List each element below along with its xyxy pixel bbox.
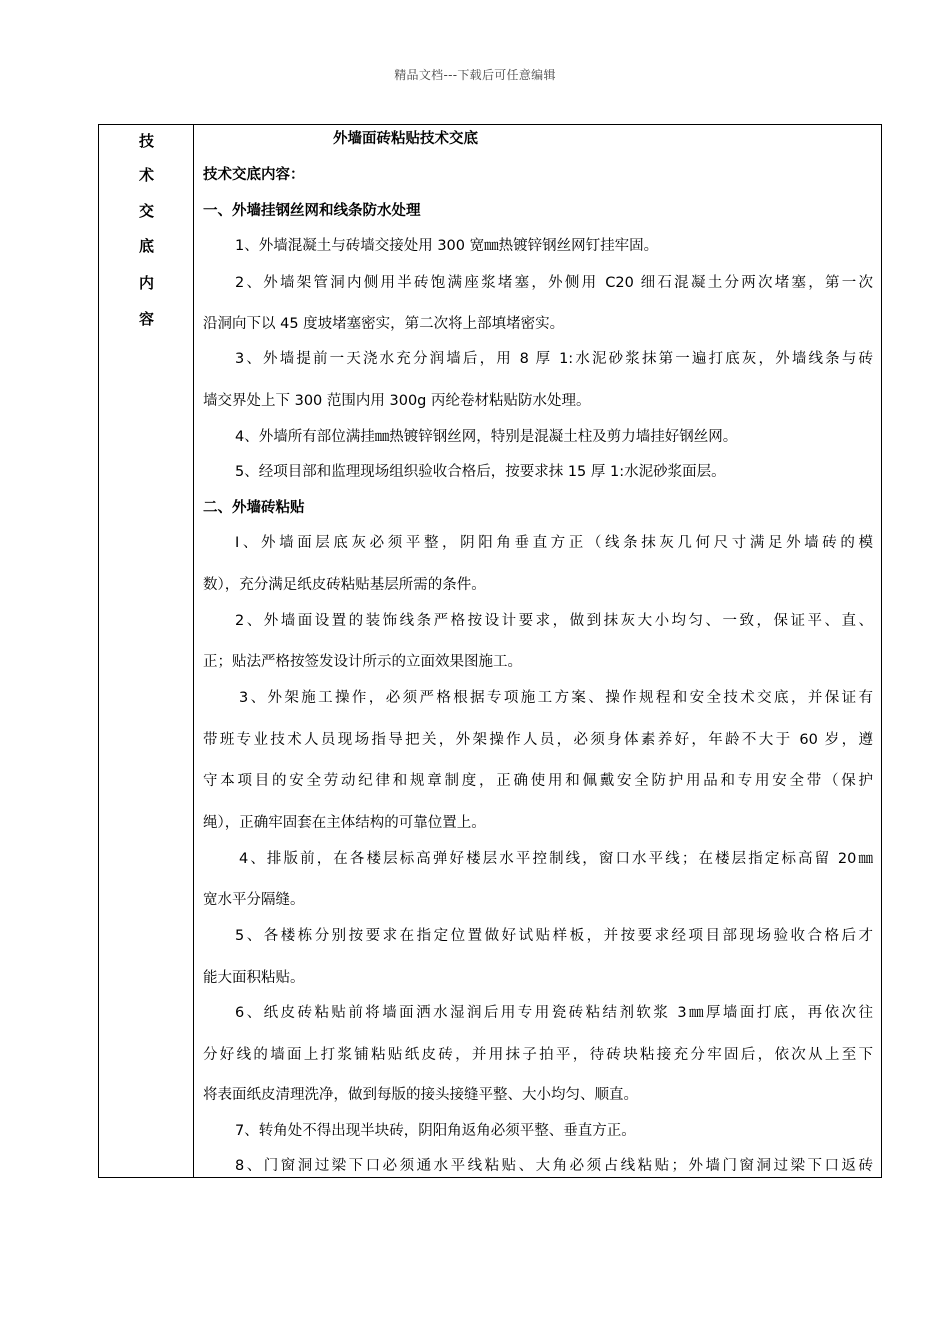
paragraph-line: 将表面纸皮清理洗净，做到每版的接头接缝平整、大小均匀、顺直。: [203, 1087, 638, 1103]
paragraph-line: 分好线的墙面上打浆铺粘贴纸皮砖，并用抹子拍平，待砖块粘接充分牢固后，依次从上至下: [203, 1047, 873, 1063]
paragraph-line: 4、外墙所有部位满挂㎜热镀锌钢丝网，特别是混凝土柱及剪力墙挂好钢丝网。: [235, 429, 738, 445]
paragraph-line: 6、纸皮砖粘贴前将墙面洒水湿润后用专用瓷砖粘结剂软浆 3㎜厚墙面打底，再依次往: [235, 1005, 873, 1021]
paragraph-line: 沿洞向下以 45 度坡堵塞密实，第二次将上部填堵密实。: [203, 316, 565, 332]
paragraph-line: 2、外墙面设置的装饰线条严格按设计要求，做到抹灰大小均匀、一致，保证平、直、: [235, 613, 873, 629]
content-cell: [195, 125, 881, 1177]
document-title: 外墙面砖粘贴技术交底: [333, 131, 478, 147]
paragraph-line: 3、外墙提前一天浇水充分润墙后，用 8 厚 1:水泥砂浆抹第一遍打底灰，外墙线条与砖: [235, 351, 873, 367]
paragraph-line: 能大面积粘贴。: [203, 970, 305, 986]
paragraph-line: 1、外墙混凝土与砖墙交接处用 300 宽㎜热镀锌钢丝网钉挂牢固。: [235, 238, 659, 254]
label-column: [99, 125, 194, 1177]
label-char: 容: [138, 310, 154, 328]
paragraph-line: 8、门窗洞过梁下口必须通水平线粘贴、大角必须占线粘贴；外墙门窗洞过梁下口返砖: [235, 1158, 873, 1174]
paragraph-line: 带班专业技术人员现场指导把关，外架操作人员，必须身体素养好，年龄不大于 60 岁，遵: [203, 732, 873, 748]
paragraph-line: 5、各楼栋分别按要求在指定位置做好试贴样板，并按要求经项目部现场验收合格后才: [235, 928, 873, 944]
label-char: 内: [138, 274, 154, 292]
paragraph-line: 绳），正确牢固套在主体结构的可靠位置上。: [203, 815, 486, 831]
paragraph-line: 守本项目的安全劳动纪律和规章制度，正确使用和佩戴安全防护用品和专用安全带（保护: [203, 773, 873, 789]
paragraph-line: 5、经项目部和监理现场组织验收合格后，按要求抹 15 厚 1:水泥砂浆面层。: [235, 464, 726, 480]
section-heading: 一、外墙挂钢丝网和线条防水处理: [203, 203, 421, 219]
label-char: 技: [138, 132, 154, 150]
intro-label: 技术交底内容：: [203, 167, 305, 183]
paragraph-line: 7、转角处不得出现半块砖，阴阳角返角必须平整、垂直方正。: [235, 1123, 636, 1139]
paragraph-line: 宽水平分隔缝。: [203, 892, 305, 908]
label-char: 术: [138, 166, 154, 184]
paragraph-line: 正；贴法严格按签发设计所示的立面效果图施工。: [203, 654, 522, 670]
paragraph-line: Ⅰ、外墙面层底灰必须平整，阴阳角垂直方正（线条抹灰几何尺寸满足外墙砖的模: [235, 535, 873, 551]
disclosure-table: [98, 124, 882, 1178]
label-char: 交: [138, 202, 154, 220]
page-watermark: 精品文档---下载后可任意编辑: [394, 68, 556, 82]
label-char: 底: [138, 237, 154, 255]
paragraph-line: 2、外墙架管洞内侧用半砖饱满座浆堵塞，外侧用 C20 细石混凝土分两次堵塞，第一次: [235, 275, 873, 291]
paragraph-line: 墙交界处上下 300 范围内用 300g 丙纶卷材粘贴防水处理。: [203, 393, 591, 409]
section-heading: 二、外墙砖粘贴: [203, 500, 305, 516]
paragraph-line: 数），充分满足纸皮砖粘贴基层所需的条件。: [203, 577, 486, 593]
paragraph-line: 4、排版前，在各楼层标高弹好楼层水平控制线，窗口水平线；在楼层指定标高留 20㎜: [239, 851, 873, 867]
paragraph-line: 3、外架施工操作，必须严格根据专项施工方案、操作规程和安全技术交底，并保证有: [239, 690, 873, 706]
